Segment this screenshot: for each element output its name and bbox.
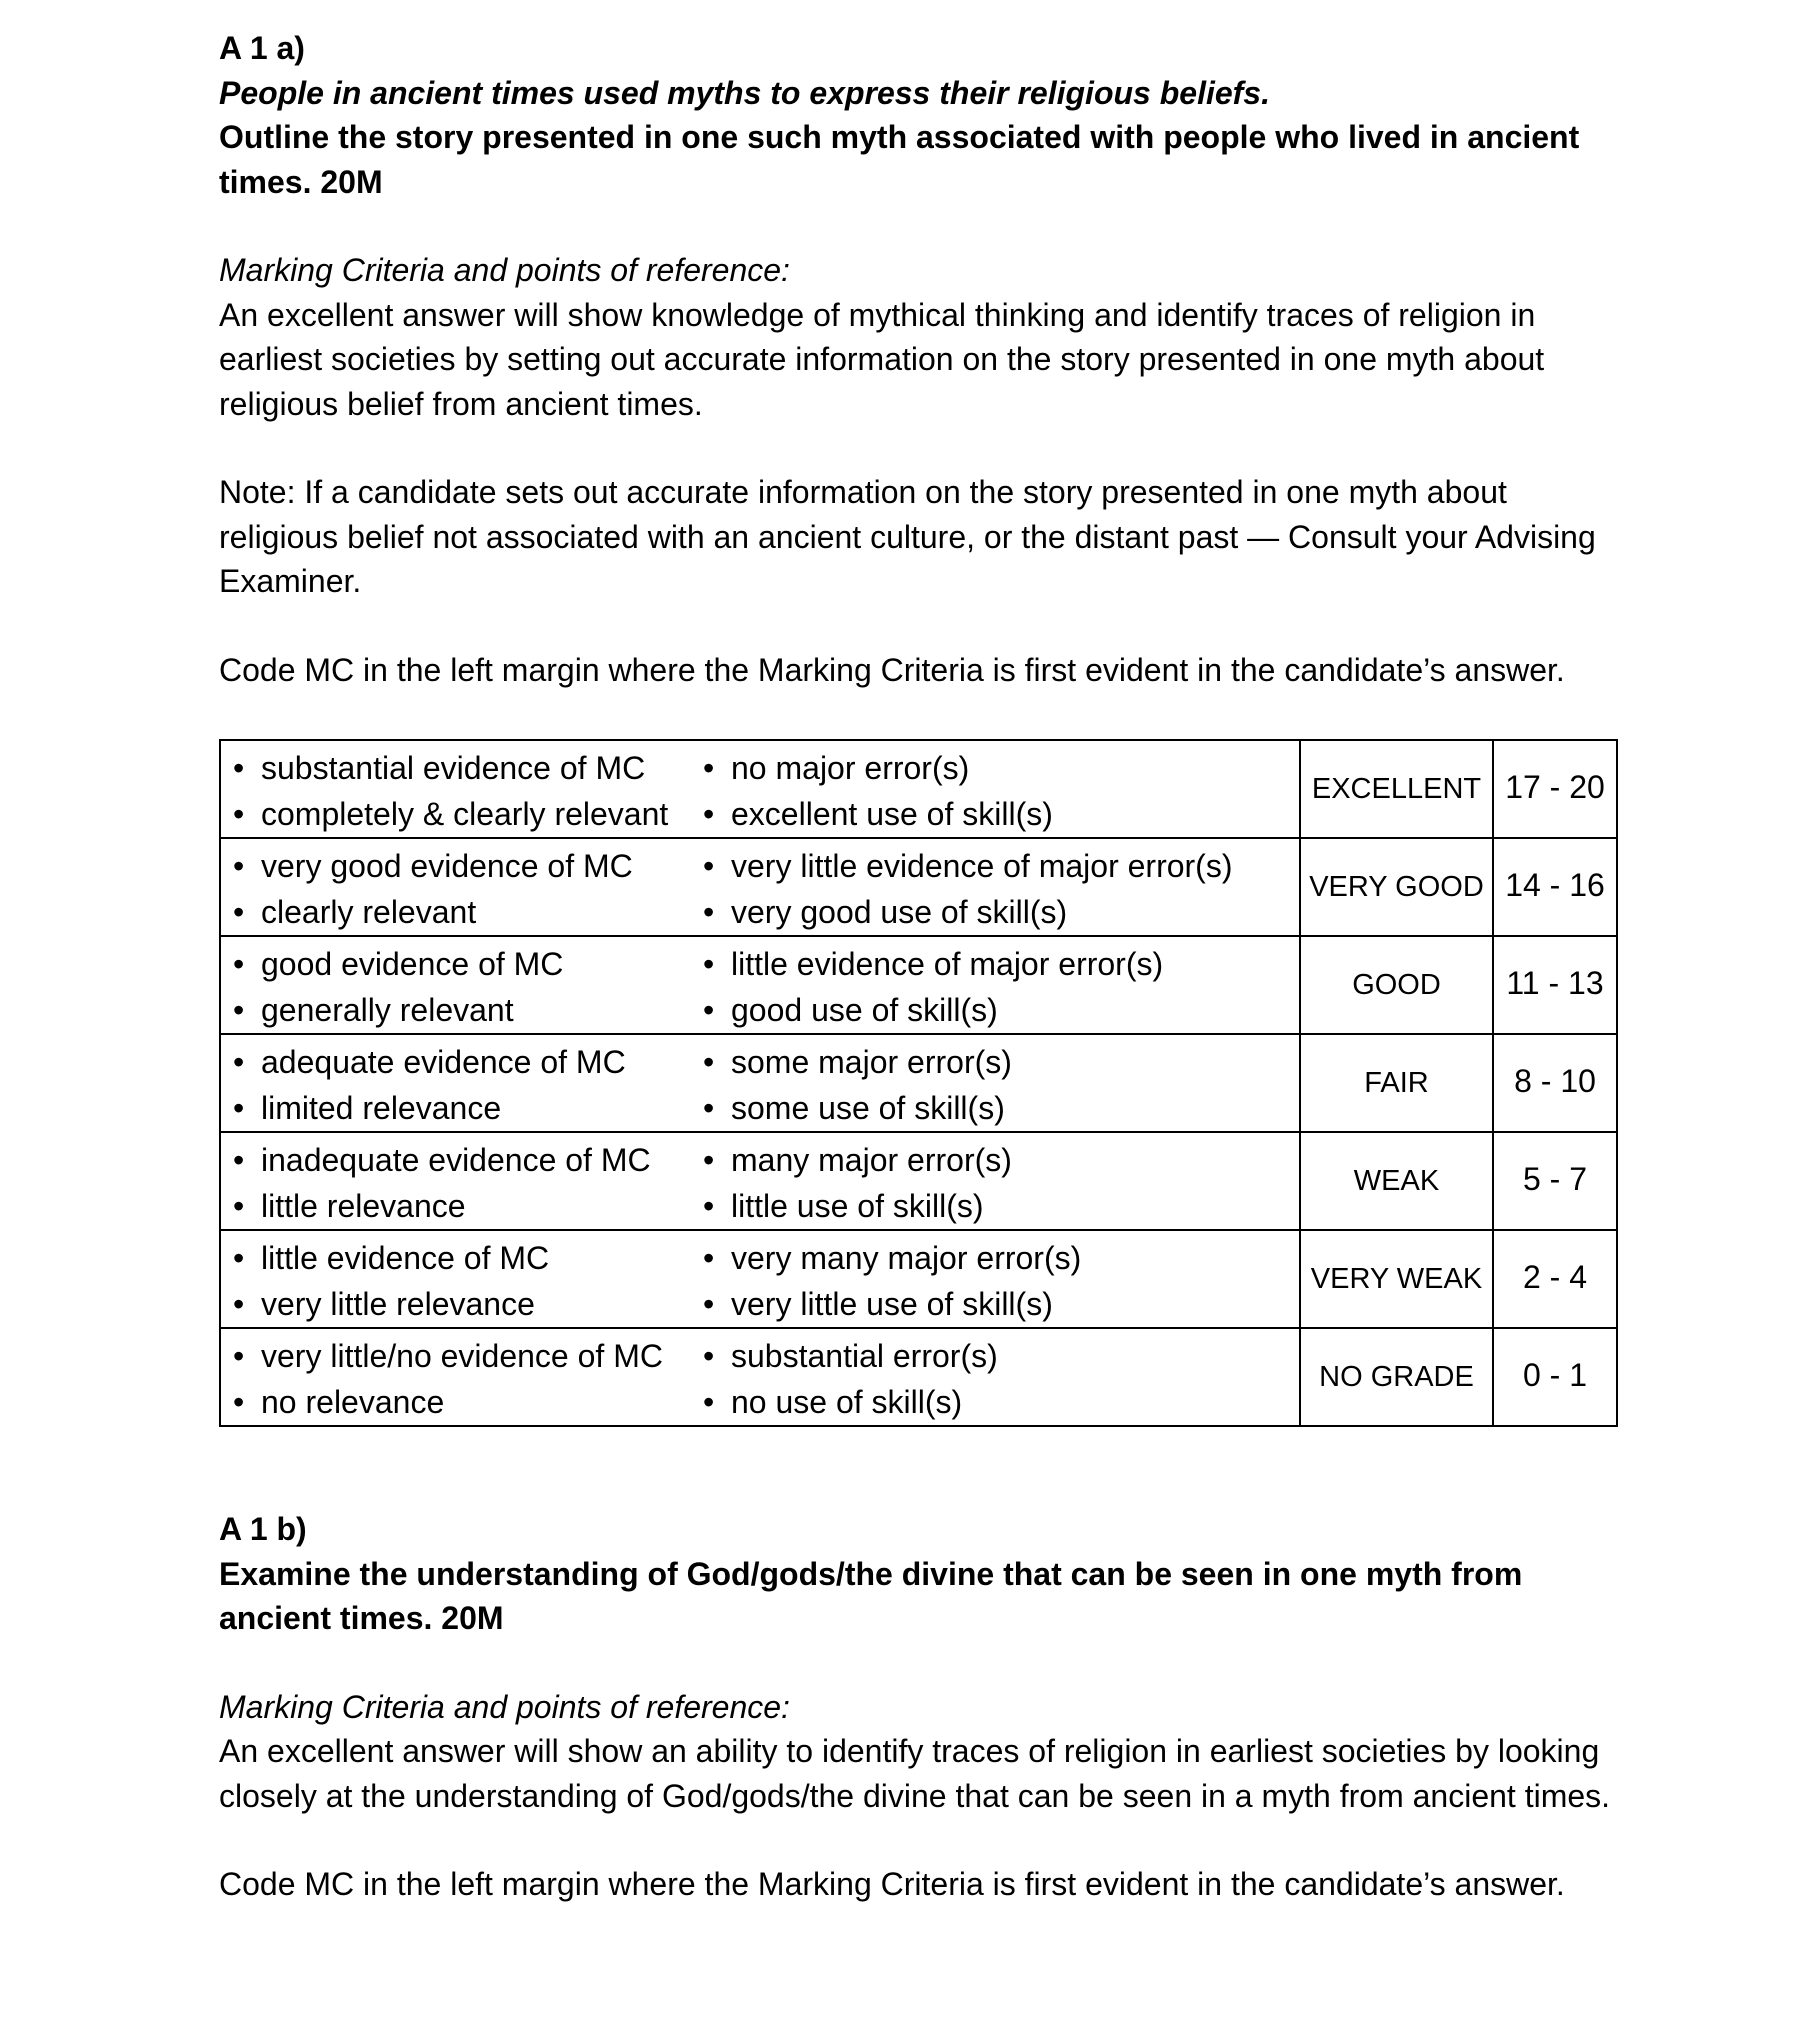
section-b-criteria-text: An excellent answer will show an ability to identify traces of religion in earliest societies by looking closely at the understanding of God/gods/the divine that can be seen in a myth from ancient times. — [219, 1733, 1611, 1814]
criteria-cell — [220, 1034, 1300, 1132]
grading-row-fair — [220, 1034, 1617, 1132]
evidence-item: • substantial evidence of MC — [233, 745, 703, 791]
relevance-item: • little relevance — [233, 1183, 703, 1229]
grade-label: VERY GOOD — [1300, 838, 1493, 936]
skill-item: • no use of skill(s) — [703, 1379, 1291, 1425]
evidence-item: • good evidence of MC — [233, 941, 703, 987]
grading-row-very-good — [220, 838, 1617, 936]
grade-label: NO GRADE — [1300, 1328, 1493, 1426]
mark-range: 0 - 1 — [1493, 1328, 1617, 1426]
mark-range: 14 - 16 — [1493, 838, 1617, 936]
grade-label: EXCELLENT — [1300, 740, 1493, 838]
grading-table — [219, 739, 1618, 1427]
document-page — [219, 26, 1619, 1907]
section-a-code-note: Code MC in the left margin where the Marking Criteria is first evident in the candidate’s answer. — [219, 651, 1565, 688]
error-item: • no major error(s) — [703, 745, 1291, 791]
section-a-question: Outline the story presented in one such myth associated with people who lived in ancient times. 20M — [219, 119, 1580, 200]
skill-item: • excellent use of skill(s) — [703, 791, 1291, 837]
section-b-code-note: Code MC in the left margin where the Marking Criteria is first evident in the candidate’s answer. — [219, 1866, 1565, 1902]
criteria-cell — [220, 1230, 1300, 1328]
mark-range: 2 - 4 — [1493, 1230, 1617, 1328]
grading-row-weak — [220, 1132, 1617, 1230]
evidence-item: • little evidence of MC — [233, 1235, 703, 1281]
evidence-item: • very good evidence of MC — [233, 843, 703, 889]
skill-item: • little use of skill(s) — [703, 1183, 1291, 1229]
error-item: • many major error(s) — [703, 1137, 1291, 1183]
mark-range: 17 - 20 — [1493, 740, 1617, 838]
section-a-prompt: People in ancient times used myths to express their religious beliefs. — [219, 74, 1270, 111]
error-item: • some major error(s) — [703, 1039, 1291, 1085]
section-a-criteria-text: An excellent answer will show knowledge of mythical thinking and identify traces of religion in earliest societies by setting out accurate information on the story presented in one myth about religious belief from ancient times. — [219, 296, 1545, 422]
section-b-criteria-label: Marking Criteria and points of reference: — [219, 1688, 790, 1725]
grading-row-very-weak — [220, 1230, 1617, 1328]
relevance-item: • very little relevance — [233, 1281, 703, 1327]
skill-item: • good use of skill(s) — [703, 987, 1291, 1033]
section-a-criteria-label: Marking Criteria and points of reference: — [219, 252, 790, 288]
section-b-heading: A 1 b) — [219, 1511, 307, 1547]
grading-row-no-grade — [220, 1328, 1617, 1426]
error-item: • substantial error(s) — [703, 1333, 1291, 1379]
grading-row-excellent — [220, 740, 1617, 838]
error-item: • very many major error(s) — [703, 1235, 1291, 1281]
criteria-cell — [220, 838, 1300, 936]
grade-label: VERY WEAK — [1300, 1230, 1493, 1328]
mark-range: 8 - 10 — [1493, 1034, 1617, 1132]
grading-row-good — [220, 936, 1617, 1034]
grade-label: GOOD — [1300, 936, 1493, 1034]
section-a-heading: A 1 a) — [219, 30, 305, 66]
grade-label: WEAK — [1300, 1132, 1493, 1230]
relevance-item: • completely & clearly relevant — [233, 791, 703, 837]
mark-range: 5 - 7 — [1493, 1132, 1617, 1230]
relevance-item: • no relevance — [233, 1379, 703, 1425]
criteria-cell — [220, 1132, 1300, 1230]
relevance-item: • clearly relevant — [233, 889, 703, 935]
skill-item: • some use of skill(s) — [703, 1085, 1291, 1131]
relevance-item: • limited relevance — [233, 1085, 703, 1131]
criteria-cell — [220, 936, 1300, 1034]
skill-item: • very good use of skill(s) — [703, 889, 1291, 935]
mark-range: 11 - 13 — [1493, 936, 1617, 1034]
criteria-cell — [220, 1328, 1300, 1426]
grade-label: FAIR — [1300, 1034, 1493, 1132]
evidence-item: • inadequate evidence of MC — [233, 1137, 703, 1183]
evidence-item: • very little/no evidence of MC — [233, 1333, 703, 1379]
error-item: • little evidence of major error(s) — [703, 941, 1291, 987]
criteria-cell — [220, 740, 1300, 838]
section-a-note: Note: If a candidate sets out accurate information on the story presented in one myth about religious belief not associated with an ancient culture, or the distant past — Consult your Advising Examiner. — [219, 474, 1596, 599]
section-b-question: Examine the understanding of God/gods/the divine that can be seen in one myth from ancient times. 20M — [219, 1555, 1523, 1636]
error-item: • very little evidence of major error(s) — [703, 843, 1291, 889]
skill-item: • very little use of skill(s) — [703, 1281, 1291, 1327]
relevance-item: • generally relevant — [233, 987, 703, 1033]
evidence-item: • adequate evidence of MC — [233, 1039, 703, 1085]
